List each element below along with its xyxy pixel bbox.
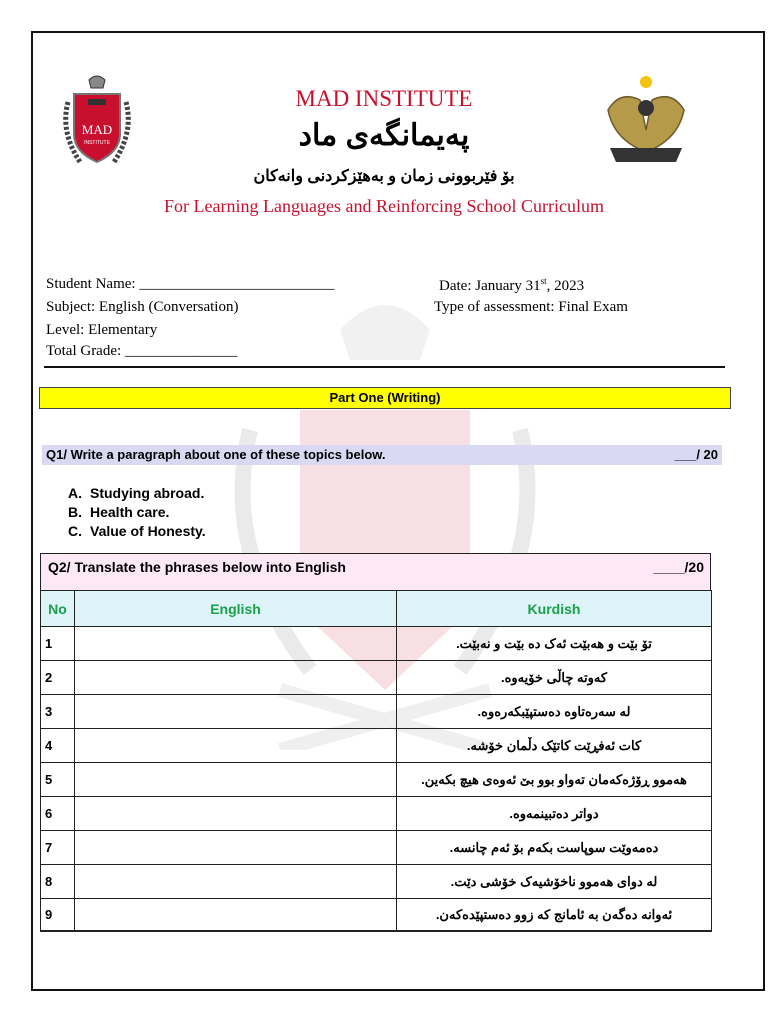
row-number: 6 (41, 797, 75, 831)
english-answer-cell[interactable] (75, 695, 397, 729)
option-text: Health care. (90, 504, 170, 520)
kurdish-phrase: دەمەوێت سوپاست بکەم بۆ ئەم چانسە. (397, 831, 712, 865)
option-letter: A. (68, 485, 82, 501)
english-answer-cell[interactable] (75, 729, 397, 763)
row-number: 7 (41, 831, 75, 865)
subject-label: Subject: English (Conversation) (46, 299, 239, 315)
table-row (41, 729, 712, 763)
q2-text: Q2/ Translate the phrases below into English (48, 559, 346, 575)
table-row (41, 831, 712, 865)
table-row (41, 899, 712, 932)
row-number: 4 (41, 729, 75, 763)
option-text: Value of Honesty. (90, 523, 206, 539)
table-row (41, 865, 712, 899)
q1-score: ___/ 20 (674, 447, 718, 462)
q1-bar (42, 445, 722, 465)
q2-score: ____/20 (653, 559, 704, 575)
student-name-field[interactable]: Student Name: __________________________ (46, 276, 335, 292)
row-number: 9 (41, 899, 75, 932)
info-divider (44, 366, 725, 368)
english-answer-cell[interactable] (75, 865, 397, 899)
table-header-row (41, 591, 712, 627)
row-number: 1 (41, 627, 75, 661)
kurdish-phrase: کات ئەفڕێت کاتێک دڵمان خۆشە. (397, 729, 712, 763)
header-kurdish: Kurdish (397, 591, 712, 627)
kurdish-phrase: هەموو ڕۆژەکەمان تەواو بوو بێ ئەوەی هیچ بکەین. (397, 763, 712, 797)
part-one-title: Part One (Writing) (39, 387, 731, 409)
english-answer-cell[interactable] (75, 627, 397, 661)
kurdish-phrase: ئەوانە دەگەن بە ئامانج کە زوو دەستپێدەکەن. (397, 899, 712, 932)
tagline-en: For Learning Languages and Reinforcing School Curriculum (164, 196, 604, 216)
kurdish-phrase: لە دوای هەموو ناخۆشیەک خۆشی دێت. (397, 865, 712, 899)
row-number: 2 (41, 661, 75, 695)
english-answer-cell[interactable] (75, 899, 397, 932)
header-no: No (41, 591, 75, 627)
institute-name-ku: پەیمانگەی ماد (298, 119, 470, 152)
level-label: Level: Elementary (46, 322, 158, 338)
table-row (41, 797, 712, 831)
row-number: 5 (41, 763, 75, 797)
q2-bar (40, 553, 711, 591)
header-english: English (75, 591, 397, 627)
table-row (41, 661, 712, 695)
tagline-ku: بۆ فێربوونی زمان و بەهێزکردنی وانەکان (253, 168, 515, 185)
exam-date (439, 276, 584, 295)
kurdish-phrase: کەوتە چاڵی خۆیەوە. (397, 661, 712, 695)
option-text: Studying abroad. (90, 485, 205, 501)
english-answer-cell[interactable] (75, 831, 397, 865)
date-superscript: st (540, 276, 547, 286)
q1-option (68, 522, 206, 541)
logo-subtext: INSTITUTE (84, 140, 110, 146)
institute-name-en: MAD INSTITUTE (295, 86, 473, 111)
q1-option (68, 484, 206, 503)
option-letter: B. (68, 504, 82, 520)
table-row (41, 695, 712, 729)
q1-options (68, 484, 206, 541)
table-row (41, 763, 712, 797)
q1-option (68, 503, 206, 522)
table-row (41, 627, 712, 661)
english-answer-cell[interactable] (75, 797, 397, 831)
row-number: 3 (41, 695, 75, 729)
total-grade-field[interactable]: Total Grade: _______________ (46, 343, 238, 359)
english-answer-cell[interactable] (75, 661, 397, 695)
kurdish-phrase: تۆ بێت و هەبێت ئەک دە بێت و نەبێت. (397, 627, 712, 661)
assessment-type: Type of assessment: Final Exam (434, 299, 628, 315)
row-number: 8 (41, 865, 75, 899)
translation-table (40, 590, 712, 932)
kurdish-phrase: لە سەرەتاوە دەستپێبکەرەوە. (397, 695, 712, 729)
date-prefix: Date: January 31 (439, 278, 541, 294)
q1-text: Q1/ Write a paragraph about one of these topics below. (46, 447, 386, 462)
date-suffix: , 2023 (546, 278, 585, 294)
option-letter: C. (68, 523, 82, 539)
logo-text: MAD (81, 122, 113, 137)
kurdish-phrase: دواتر دەتبینمەوە. (397, 797, 712, 831)
english-answer-cell[interactable] (75, 763, 397, 797)
